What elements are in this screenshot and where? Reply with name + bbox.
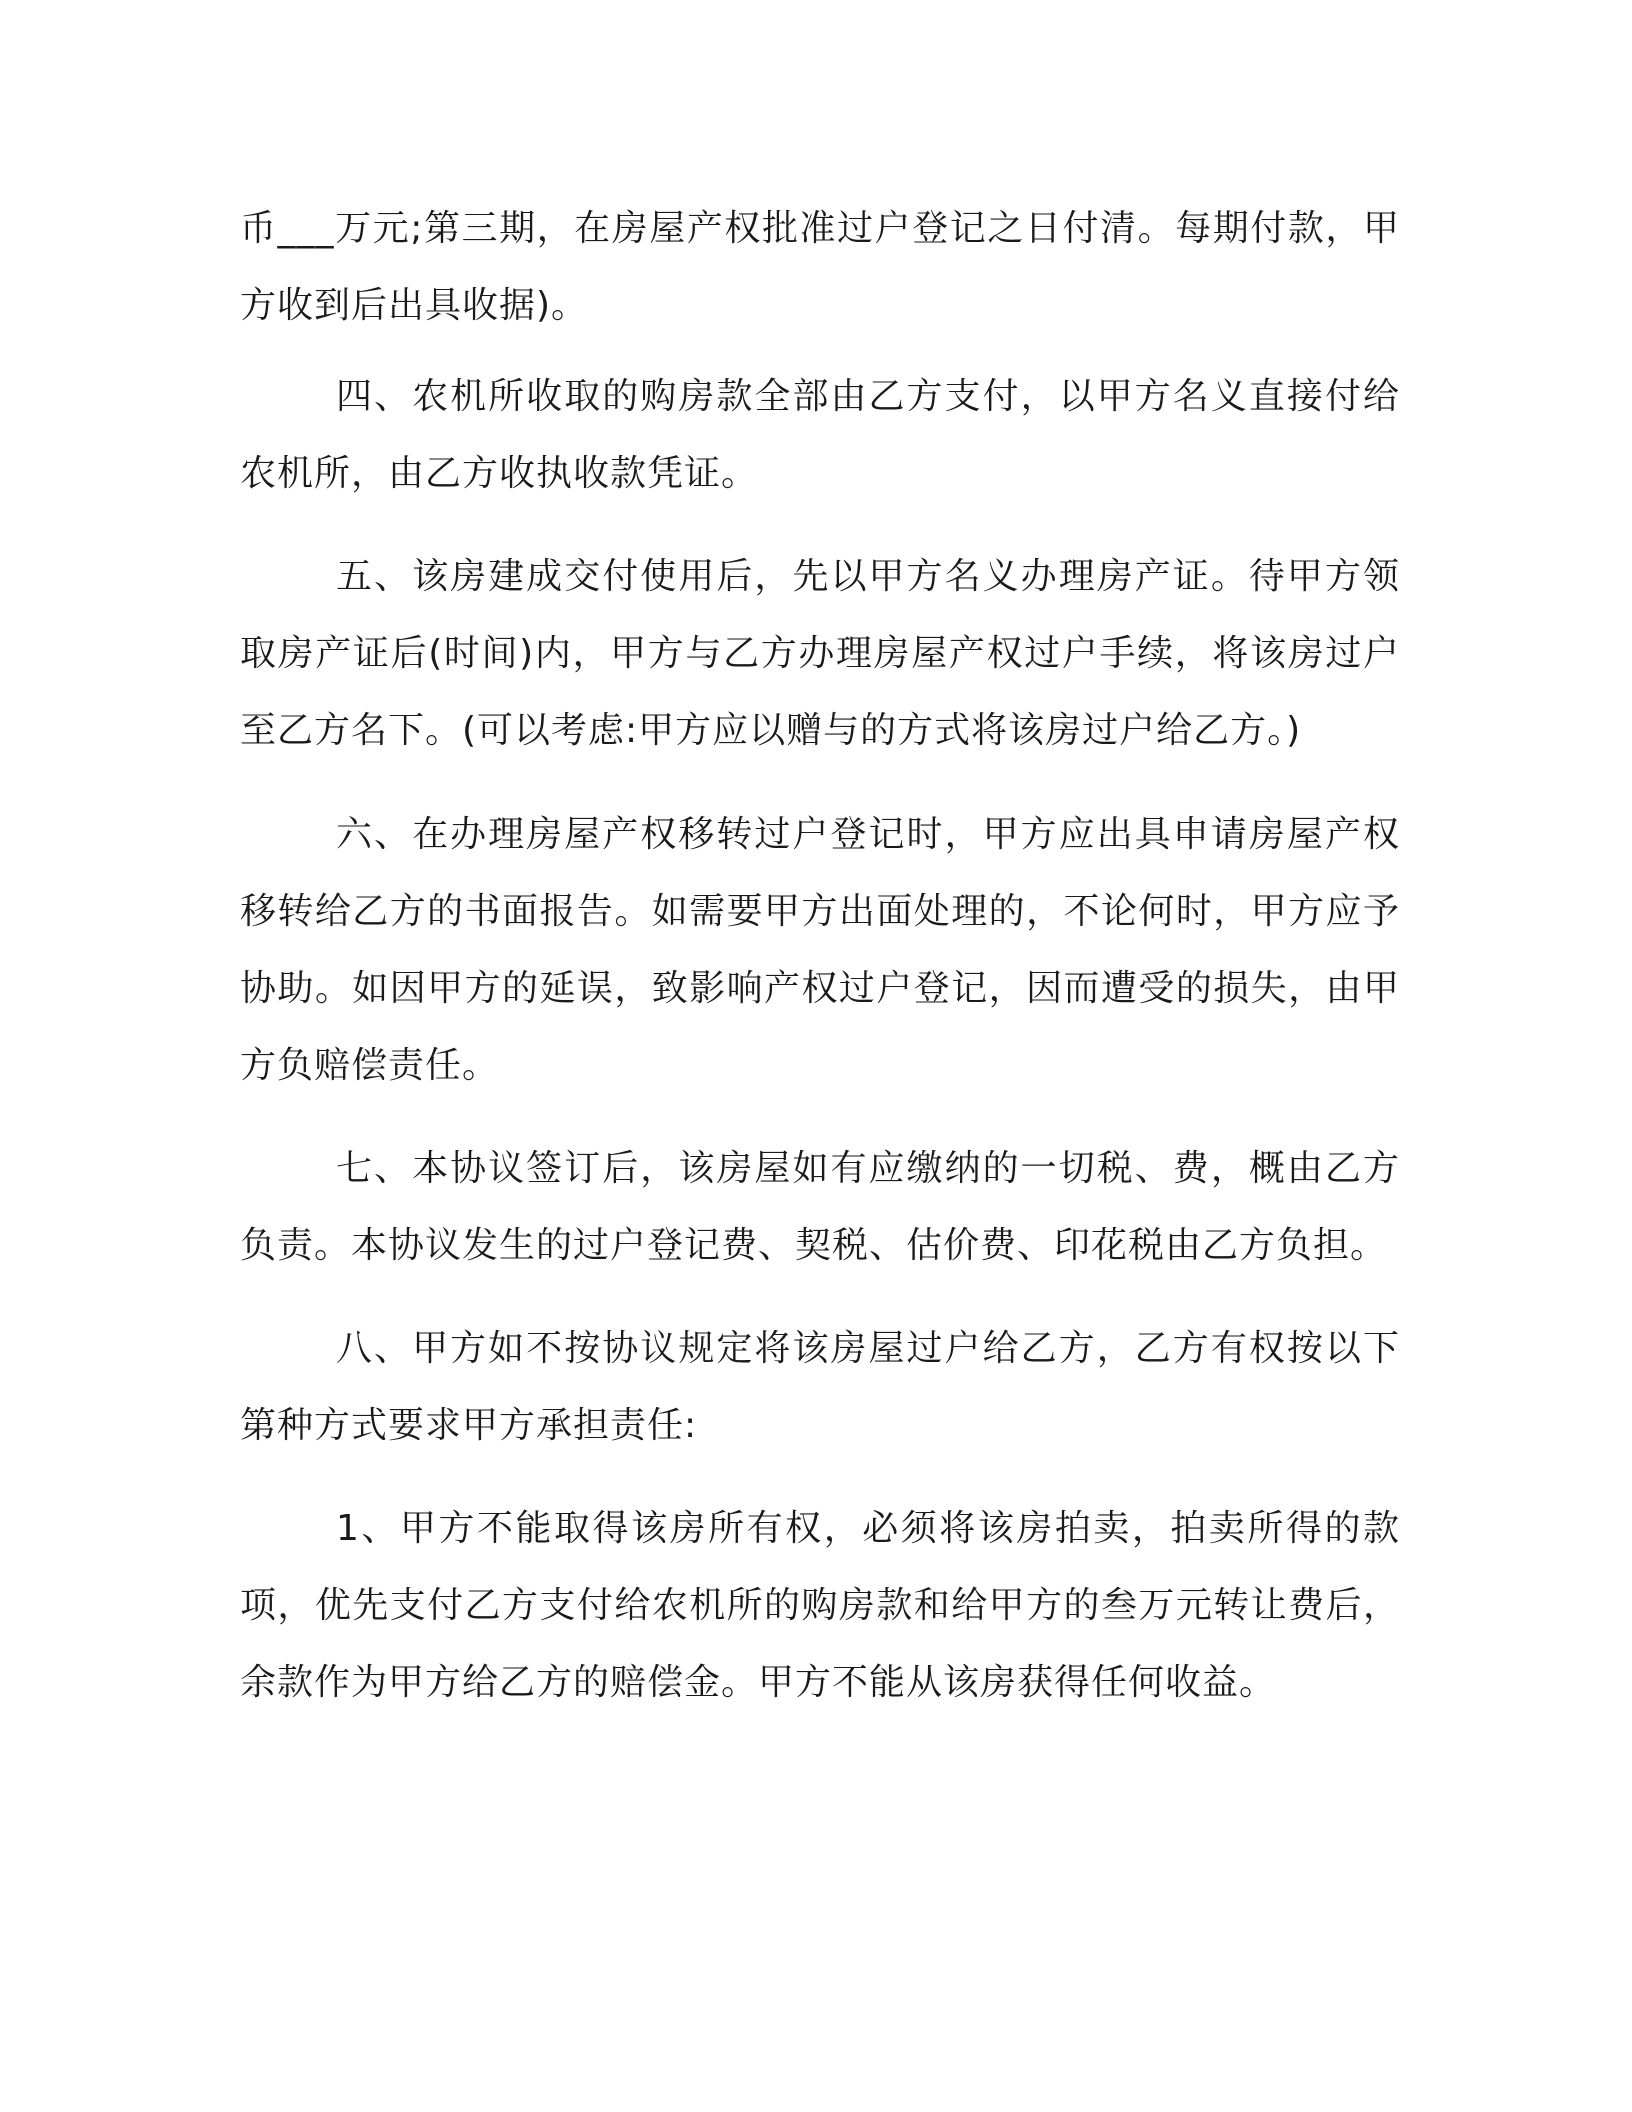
paragraph-clause-6: 六、在办理房屋产权移转过户登记时，甲方应出具申请房屋产权移转给乙方的书面报告。如需要甲方出面处理的，不论何时，甲方应予协助。如因甲方的延误，致影响产权过户登记，因而遭受的损失，由甲方负赔偿责任。	[240, 814, 1400, 1086]
paragraph-clause-4: 四、农机所收取的购房款全部由乙方支付，以甲方名义直接付给农机所，由乙方收执收款凭证。	[240, 376, 1400, 494]
paragraph-clause-8: 八、甲方如不按协议规定将该房屋过户给乙方，乙方有权按以下第种方式要求甲方承担责任:	[240, 1328, 1400, 1446]
paragraph-payment-continuation: 币___万元;第三期，在房屋产权批准过户登记之日付清。每期付款，甲方收到后出具收据)。	[240, 208, 1400, 326]
paragraph-subclause-1: 1、甲方不能取得该房所有权，必须将该房拍卖，拍卖所得的款项，优先支付乙方支付给农机所的购房款和给甲方的叁万元转让费后，余款作为甲方给乙方的赔偿金。甲方不能从该房获得任何收益。	[240, 1508, 1400, 1703]
paragraph-clause-5: 五、该房建成交付使用后，先以甲方名义办理房产证。待甲方领取房产证后(时间)内，甲方与乙方办理房屋产权过户手续，将该房过户至乙方名下。(可以考虑:甲方应以赠与的方式将该房过户给乙方。)	[240, 556, 1400, 751]
paragraph-clause-7: 七、本协议签订后，该房屋如有应缴纳的一切税、费，概由乙方负责。本协议发生的过户登记费、契税、估价费、印花税由乙方负担。	[240, 1148, 1400, 1266]
